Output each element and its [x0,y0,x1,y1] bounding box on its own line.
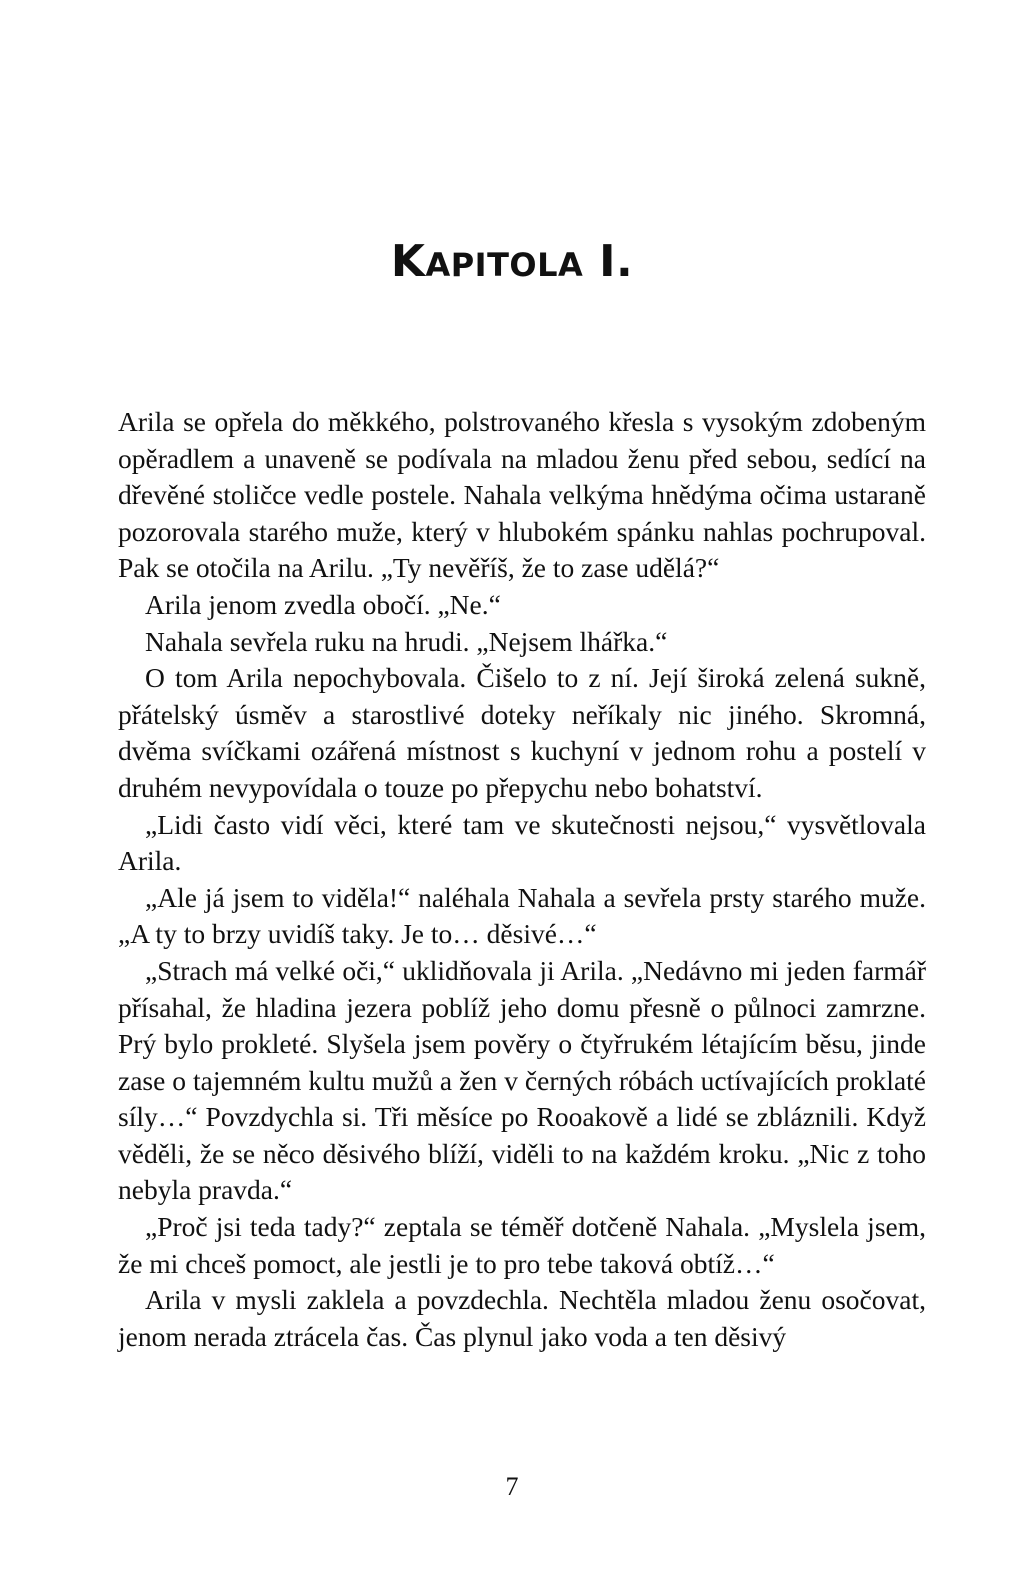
paragraph: Nahala sevřela ruku na hrudi. „Nejsem lhářka.“ [145,625,668,657]
paragraph: Arila v mysli zaklela a povzdechla. Nechtěla mladou ženu osočovat, jenom nerada ztrácela čas. Čas plynul jako voda a ten děsivý [118,1284,926,1352]
chapter-title-initial: K [390,236,426,287]
body-text [118,404,926,1355]
chapter-title-rest: APITOLA [425,246,584,284]
paragraph: Arila se opřela do měkkého, polstrovaného křesla s vysokým zdobeným opěradlem a unaveně se podívala na mladou ženu před sebou, sedící na dřevěné stoličce vedle postele. Nahala velkýma hnědýma očima ustaraně pozorovala starého muže, který v hlubokém spánku nahlas pochrupoval. Pak se otočila na Arilu. „Ty nevěříš, že to zase udělá?“ [118,406,926,584]
paragraph: Arila jenom zvedla obočí. „Ne.“ [145,588,501,620]
paragraph: O tom Arila nepochybovala. Čišelo to z ní. Její široká zelená sukně, přátelský úsměv a starostlivé doteky neříkaly nic jiného. Skromná, dvěma svíčkami ozářená místnost s kuchyní v jednom rohu a postelí v druhém nevypovídala o touze po přepychu nebo bohatství. [118,662,926,803]
paragraph: „Lidi často vidí věci, které tam ve skutečnosti nejsou,“ vysvětlovala Arila. [118,808,926,877]
paragraph: „Strach má velké oči,“ uklidňovala ji Arila. „Nedávno mi jeden farmář přísahal, že hladina jezera poblíž jeho domu přesně o půlnoci zamrzne. Prý bylo prokleté. Slyšela jsem pověry o čtyřrukém létajícím běsu, jinde zase o tajemném kultu mužů a žen v černých róbách uctívajících proklaté síly…“ Povzdychla si. Tři měsíce po Rooakově a lidé se zbláznili. Když věděli, že se něco děsivého blíží, viděli to na každém kroku. „Nic z toho nebyla pravda.“ [118,954,926,1206]
paragraph: „Proč jsi teda tady?“ zeptala se téměř dotčeně Nahala. „Myslela jsem, že mi chceš pomoct, ale jestli je to pro tebe taková obtíž…“ [118,1211,926,1279]
page-number: 7 [505,1472,519,1501]
chapter-title [0,236,1024,287]
chapter-title-numeral: I. [599,236,634,287]
paragraph: „Ale já jsem to viděla!“ naléhala Nahala a sevřela prsty starého muže. „A ty to brzy uvidíš taky. Je to… děsivé…“ [118,881,926,950]
